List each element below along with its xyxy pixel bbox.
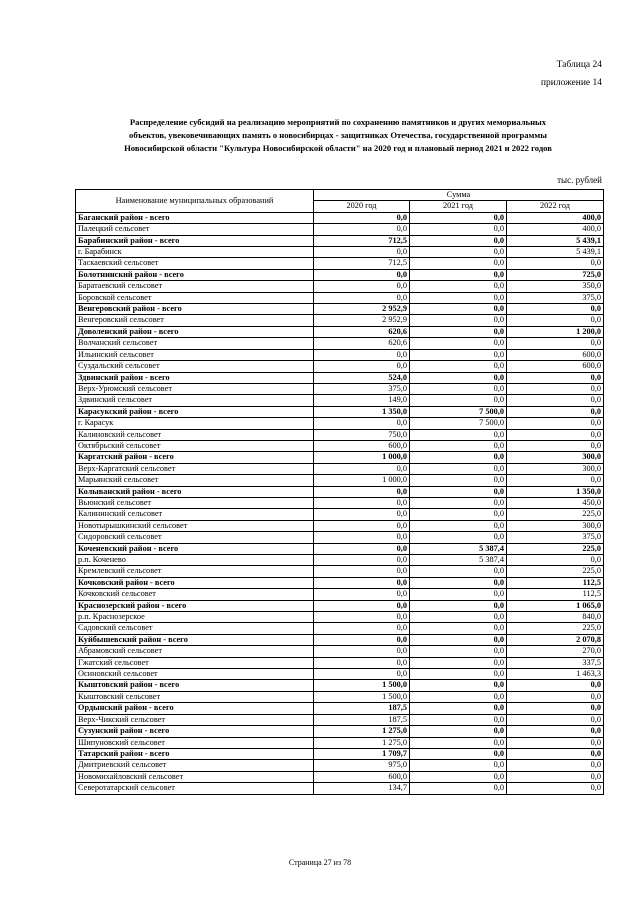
municipality-row: [76, 292, 604, 303]
header-year-2022: 2022 год: [507, 201, 604, 212]
municipality-row: [76, 463, 604, 474]
amount-2022: 112,5: [507, 589, 604, 600]
amount-2021: 0,0: [410, 212, 507, 223]
district-total-row: [76, 406, 604, 417]
municipality-name: Венгеровский сельсовет: [76, 315, 314, 326]
district-total-row: [76, 680, 604, 691]
amount-2021: 0,0: [410, 714, 507, 725]
municipality-row: [76, 589, 604, 600]
amount-2022: 0,0: [507, 395, 604, 406]
amount-2021: 0,0: [410, 760, 507, 771]
title-line-1: Распределение субсидий на реализацию мероприятий по сохранению памятников и других мемориальных: [129, 117, 547, 127]
amount-2022: 1 350,0: [507, 486, 604, 497]
district-total-row: [76, 486, 604, 497]
municipality-name: Октябрьский сельсовет: [76, 440, 314, 451]
page-footer: Страница 27 из 78: [288, 858, 352, 867]
municipality-name: Краснозерский район - всего: [76, 600, 314, 611]
amount-2022: 112,5: [507, 577, 604, 588]
amount-2022: 375,0: [507, 532, 604, 543]
amount-2020: 0,0: [314, 497, 410, 508]
municipality-name: Здвинский сельсовет: [76, 395, 314, 406]
amount-2021: 0,0: [410, 623, 507, 634]
amount-2021: 0,0: [410, 281, 507, 292]
district-total-row: [76, 748, 604, 759]
municipality-row: [76, 657, 604, 668]
municipality-name: Боровской сельсовет: [76, 292, 314, 303]
municipality-name: р.п. Краснозерское: [76, 612, 314, 623]
district-total-row: [76, 452, 604, 463]
amount-2021: 0,0: [410, 315, 507, 326]
amount-2020: 712,5: [314, 235, 410, 246]
municipality-name: Болотнинский район - всего: [76, 269, 314, 280]
district-total-row: [76, 577, 604, 588]
amount-2022: 400,0: [507, 212, 604, 223]
amount-2021: 0,0: [410, 224, 507, 235]
amount-2020: 0,0: [314, 212, 410, 223]
amount-2020: 0,0: [314, 361, 410, 372]
amount-2021: 0,0: [410, 646, 507, 657]
municipality-name: Баратаевский сельсовет: [76, 281, 314, 292]
municipality-row: [76, 783, 604, 794]
municipality-name: Новотырышкинский сельсовет: [76, 520, 314, 531]
municipality-name: Осиновский сельсовет: [76, 669, 314, 680]
municipality-name: Калининский сельсовет: [76, 509, 314, 520]
amount-2022: 0,0: [507, 258, 604, 269]
municipality-row: [76, 532, 604, 543]
amount-2020: 1 500,0: [314, 680, 410, 691]
amount-2021: 0,0: [410, 395, 507, 406]
amount-2020: 187,5: [314, 703, 410, 714]
amount-2022: 300,0: [507, 463, 604, 474]
amount-2021: 0,0: [410, 258, 507, 269]
amount-2022: 0,0: [507, 748, 604, 759]
amount-2020: 620,6: [314, 326, 410, 337]
amount-2021: 0,0: [410, 612, 507, 623]
amount-2021: 0,0: [410, 304, 507, 315]
municipality-name: р.п. Коченево: [76, 555, 314, 566]
header-year-2021: 2021 год: [410, 201, 507, 212]
municipality-name: г. Барабинск: [76, 247, 314, 258]
table-body: [76, 212, 604, 794]
municipality-name: Палецкий сельсовет: [76, 224, 314, 235]
amount-2022: 0,0: [507, 418, 604, 429]
amount-2020: 0,0: [314, 224, 410, 235]
amount-2020: 0,0: [314, 623, 410, 634]
header-sum: Сумма: [314, 190, 604, 201]
amount-2020: 1 275,0: [314, 726, 410, 737]
municipality-name: Здвинский район - всего: [76, 372, 314, 383]
district-total-row: [76, 235, 604, 246]
amount-2021: 0,0: [410, 577, 507, 588]
amount-2022: 0,0: [507, 440, 604, 451]
municipality-name: Куйбышевский район - всего: [76, 634, 314, 645]
amount-2021: 0,0: [410, 691, 507, 702]
amount-2021: 0,0: [410, 726, 507, 737]
municipality-name: Кочковский сельсовет: [76, 589, 314, 600]
amount-2020: 0,0: [314, 589, 410, 600]
amount-2020: 0,0: [314, 657, 410, 668]
amount-2020: 0,0: [314, 509, 410, 520]
amount-2022: 600,0: [507, 361, 604, 372]
header-name: Наименование муниципальных образований: [76, 190, 314, 213]
municipality-row: [76, 247, 604, 258]
district-total-row: [76, 326, 604, 337]
amount-2021: 0,0: [410, 783, 507, 794]
municipality-row: [76, 315, 604, 326]
municipality-name: Таскаевский сельсовет: [76, 258, 314, 269]
amount-2021: 0,0: [410, 771, 507, 782]
municipality-name: Дмитриевский сельсовет: [76, 760, 314, 771]
amount-2021: 0,0: [410, 338, 507, 349]
municipality-name: Марьянский сельсовет: [76, 475, 314, 486]
amount-2022: 2 070,8: [507, 634, 604, 645]
municipality-row: [76, 281, 604, 292]
municipality-name: Каргатский район - всего: [76, 452, 314, 463]
amount-2021: 0,0: [410, 475, 507, 486]
amount-2022: 5 439,1: [507, 247, 604, 258]
municipality-row: [76, 566, 604, 577]
amount-2021: 0,0: [410, 440, 507, 451]
district-total-row: [76, 543, 604, 554]
amount-2020: 134,7: [314, 783, 410, 794]
municipality-row: [76, 646, 604, 657]
amount-2022: 1 200,0: [507, 326, 604, 337]
district-total-row: [76, 726, 604, 737]
amount-2022: 0,0: [507, 760, 604, 771]
municipality-row: [76, 691, 604, 702]
municipality-row: [76, 714, 604, 725]
amount-2020: 0,0: [314, 543, 410, 554]
amount-2020: 0,0: [314, 349, 410, 360]
municipality-name: Татарский район - всего: [76, 748, 314, 759]
municipality-name: Верх-Урюмский сельсовет: [76, 383, 314, 394]
municipality-row: [76, 520, 604, 531]
municipality-name: Шипуновский сельсовет: [76, 737, 314, 748]
amount-2022: 1 463,3: [507, 669, 604, 680]
municipality-row: [76, 669, 604, 680]
amount-2022: 0,0: [507, 429, 604, 440]
amount-2021: 0,0: [410, 292, 507, 303]
header-year-2020: 2020 год: [314, 201, 410, 212]
municipality-row: [76, 771, 604, 782]
municipality-name: Кремлевский сельсовет: [76, 566, 314, 577]
municipality-row: [76, 383, 604, 394]
amount-2021: 0,0: [410, 463, 507, 474]
amount-2020: 0,0: [314, 612, 410, 623]
municipality-name: Кочковский район - всего: [76, 577, 314, 588]
municipality-row: [76, 395, 604, 406]
amount-2021: 0,0: [410, 509, 507, 520]
amount-2022: 1 065,0: [507, 600, 604, 611]
district-total-row: [76, 372, 604, 383]
district-total-row: [76, 269, 604, 280]
amount-2021: 0,0: [410, 452, 507, 463]
municipality-name: Ордынский район - всего: [76, 703, 314, 714]
amount-2020: 1 350,0: [314, 406, 410, 417]
municipality-name: Абрамовский сельсовет: [76, 646, 314, 657]
amount-2020: 1 709,7: [314, 748, 410, 759]
amount-2020: 0,0: [314, 463, 410, 474]
district-total-row: [76, 600, 604, 611]
municipality-name: Северотатарский сельсовет: [76, 783, 314, 794]
municipality-name: Сидоровский сельсовет: [76, 532, 314, 543]
amount-2022: 600,0: [507, 349, 604, 360]
amount-2022: 725,0: [507, 269, 604, 280]
municipality-name: Карасукский район - всего: [76, 406, 314, 417]
municipality-row: [76, 440, 604, 451]
amount-2020: 0,0: [314, 281, 410, 292]
amount-2021: 0,0: [410, 657, 507, 668]
amount-2020: 0,0: [314, 600, 410, 611]
table-number: Таблица 24: [556, 60, 602, 70]
municipality-row: [76, 418, 604, 429]
amount-2022: 225,0: [507, 543, 604, 554]
amount-2021: 0,0: [410, 532, 507, 543]
subsidy-table: [75, 189, 604, 795]
amount-2021: 7 500,0: [410, 406, 507, 417]
municipality-name: Венгеровский район - всего: [76, 304, 314, 315]
amount-2020: 2 952,9: [314, 304, 410, 315]
amount-2022: 0,0: [507, 714, 604, 725]
municipality-name: Доволенский район - всего: [76, 326, 314, 337]
municipality-name: г. Карасук: [76, 418, 314, 429]
municipality-name: Верх-Каргатский сельсовет: [76, 463, 314, 474]
amount-2020: 1 000,0: [314, 452, 410, 463]
municipality-name: Баганский район - всего: [76, 212, 314, 223]
municipality-name: Колыванский район - всего: [76, 486, 314, 497]
municipality-name: Кыштовский район - всего: [76, 680, 314, 691]
amount-2022: 375,0: [507, 292, 604, 303]
amount-2022: 0,0: [507, 555, 604, 566]
amount-2020: 0,0: [314, 555, 410, 566]
amount-2021: 0,0: [410, 748, 507, 759]
municipality-name: Ильинский сельсовет: [76, 349, 314, 360]
amount-2021: 0,0: [410, 600, 507, 611]
municipality-name: Калиновский сельсовет: [76, 429, 314, 440]
amount-2020: 149,0: [314, 395, 410, 406]
municipality-row: [76, 475, 604, 486]
municipality-row: [76, 555, 604, 566]
municipality-name: Волчанский сельсовет: [76, 338, 314, 349]
amount-2020: 1 275,0: [314, 737, 410, 748]
amount-2021: 0,0: [410, 589, 507, 600]
amount-2020: 0,0: [314, 634, 410, 645]
amount-2022: 337,5: [507, 657, 604, 668]
amount-2022: 840,0: [507, 612, 604, 623]
amount-2021: 0,0: [410, 497, 507, 508]
amount-2022: 0,0: [507, 315, 604, 326]
title-line-3: Новосибирской области "Культура Новосибирской области" на 2020 год и плановый период 2021 и 2022 годов: [124, 143, 552, 153]
amount-2022: 5 439,1: [507, 235, 604, 246]
amount-2022: 0,0: [507, 406, 604, 417]
municipality-row: [76, 760, 604, 771]
amount-2021: 0,0: [410, 429, 507, 440]
amount-2021: 0,0: [410, 566, 507, 577]
amount-2022: 0,0: [507, 771, 604, 782]
amount-2021: 0,0: [410, 349, 507, 360]
amount-2022: 0,0: [507, 475, 604, 486]
amount-2021: 0,0: [410, 669, 507, 680]
amount-2020: 750,0: [314, 429, 410, 440]
amount-2020: 620,6: [314, 338, 410, 349]
municipality-row: [76, 338, 604, 349]
amount-2022: 270,0: [507, 646, 604, 657]
municipality-row: [76, 623, 604, 634]
units-label: тыс. рублей: [557, 175, 602, 185]
municipality-row: [76, 497, 604, 508]
amount-2020: 600,0: [314, 440, 410, 451]
amount-2022: 300,0: [507, 520, 604, 531]
amount-2020: 712,5: [314, 258, 410, 269]
district-total-row: [76, 634, 604, 645]
amount-2022: 350,0: [507, 281, 604, 292]
amount-2020: 600,0: [314, 771, 410, 782]
municipality-name: Вьюнский сельсовет: [76, 497, 314, 508]
district-total-row: [76, 703, 604, 714]
amount-2022: 0,0: [507, 304, 604, 315]
amount-2021: 0,0: [410, 247, 507, 258]
municipality-name: Суздальский сельсовет: [76, 361, 314, 372]
amount-2020: 524,0: [314, 372, 410, 383]
municipality-row: [76, 737, 604, 748]
district-total-row: [76, 304, 604, 315]
amount-2022: 0,0: [507, 737, 604, 748]
municipality-name: Верх-Чикский сельсовет: [76, 714, 314, 725]
amount-2020: 0,0: [314, 566, 410, 577]
document-title: [78, 116, 598, 155]
amount-2021: 5 387,4: [410, 543, 507, 554]
amount-2020: 187,5: [314, 714, 410, 725]
amount-2021: 7 500,0: [410, 418, 507, 429]
amount-2020: 0,0: [314, 292, 410, 303]
amount-2022: 0,0: [507, 691, 604, 702]
amount-2021: 5 387,4: [410, 555, 507, 566]
district-total-row: [76, 212, 604, 223]
amount-2020: 375,0: [314, 383, 410, 394]
amount-2021: 0,0: [410, 680, 507, 691]
amount-2022: 225,0: [507, 566, 604, 577]
amount-2020: 0,0: [314, 669, 410, 680]
amount-2021: 0,0: [410, 235, 507, 246]
municipality-row: [76, 361, 604, 372]
amount-2022: 450,0: [507, 497, 604, 508]
amount-2021: 0,0: [410, 486, 507, 497]
municipality-name: Новомихайловский сельсовет: [76, 771, 314, 782]
amount-2021: 0,0: [410, 372, 507, 383]
municipality-name: Гжатский сельсовет: [76, 657, 314, 668]
municipality-row: [76, 349, 604, 360]
municipality-row: [76, 612, 604, 623]
amount-2021: 0,0: [410, 361, 507, 372]
amount-2020: 0,0: [314, 520, 410, 531]
municipality-row: [76, 258, 604, 269]
amount-2021: 0,0: [410, 703, 507, 714]
amount-2021: 0,0: [410, 326, 507, 337]
appendix-label: приложение 14: [540, 78, 602, 88]
amount-2020: 1 000,0: [314, 475, 410, 486]
amount-2020: 0,0: [314, 532, 410, 543]
amount-2020: 2 952,9: [314, 315, 410, 326]
amount-2022: 0,0: [507, 703, 604, 714]
municipality-name: Кыштовский сельсовет: [76, 691, 314, 702]
amount-2022: 225,0: [507, 623, 604, 634]
amount-2022: 0,0: [507, 338, 604, 349]
amount-2021: 0,0: [410, 737, 507, 748]
amount-2022: 0,0: [507, 383, 604, 394]
amount-2022: 225,0: [507, 509, 604, 520]
municipality-row: [76, 429, 604, 440]
amount-2020: 1 500,0: [314, 691, 410, 702]
amount-2022: 300,0: [507, 452, 604, 463]
municipality-name: Коченевский район - всего: [76, 543, 314, 554]
amount-2022: 0,0: [507, 783, 604, 794]
municipality-row: [76, 509, 604, 520]
amount-2021: 0,0: [410, 269, 507, 280]
amount-2022: 0,0: [507, 372, 604, 383]
amount-2020: 0,0: [314, 577, 410, 588]
amount-2020: 0,0: [314, 247, 410, 258]
amount-2021: 0,0: [410, 383, 507, 394]
amount-2022: 0,0: [507, 680, 604, 691]
municipality-name: Сузунский район - всего: [76, 726, 314, 737]
municipality-row: [76, 224, 604, 235]
amount-2020: 0,0: [314, 646, 410, 657]
amount-2021: 0,0: [410, 634, 507, 645]
municipality-name: Барабинский район - всего: [76, 235, 314, 246]
amount-2022: 0,0: [507, 726, 604, 737]
municipality-name: Садовский сельсовет: [76, 623, 314, 634]
amount-2022: 400,0: [507, 224, 604, 235]
amount-2020: 0,0: [314, 269, 410, 280]
amount-2020: 0,0: [314, 418, 410, 429]
amount-2020: 0,0: [314, 486, 410, 497]
amount-2021: 0,0: [410, 520, 507, 531]
title-line-2: объектов, увековечивающих память о новосибирцах - защитниках Отечества, государственной программы: [129, 130, 547, 140]
amount-2020: 975,0: [314, 760, 410, 771]
